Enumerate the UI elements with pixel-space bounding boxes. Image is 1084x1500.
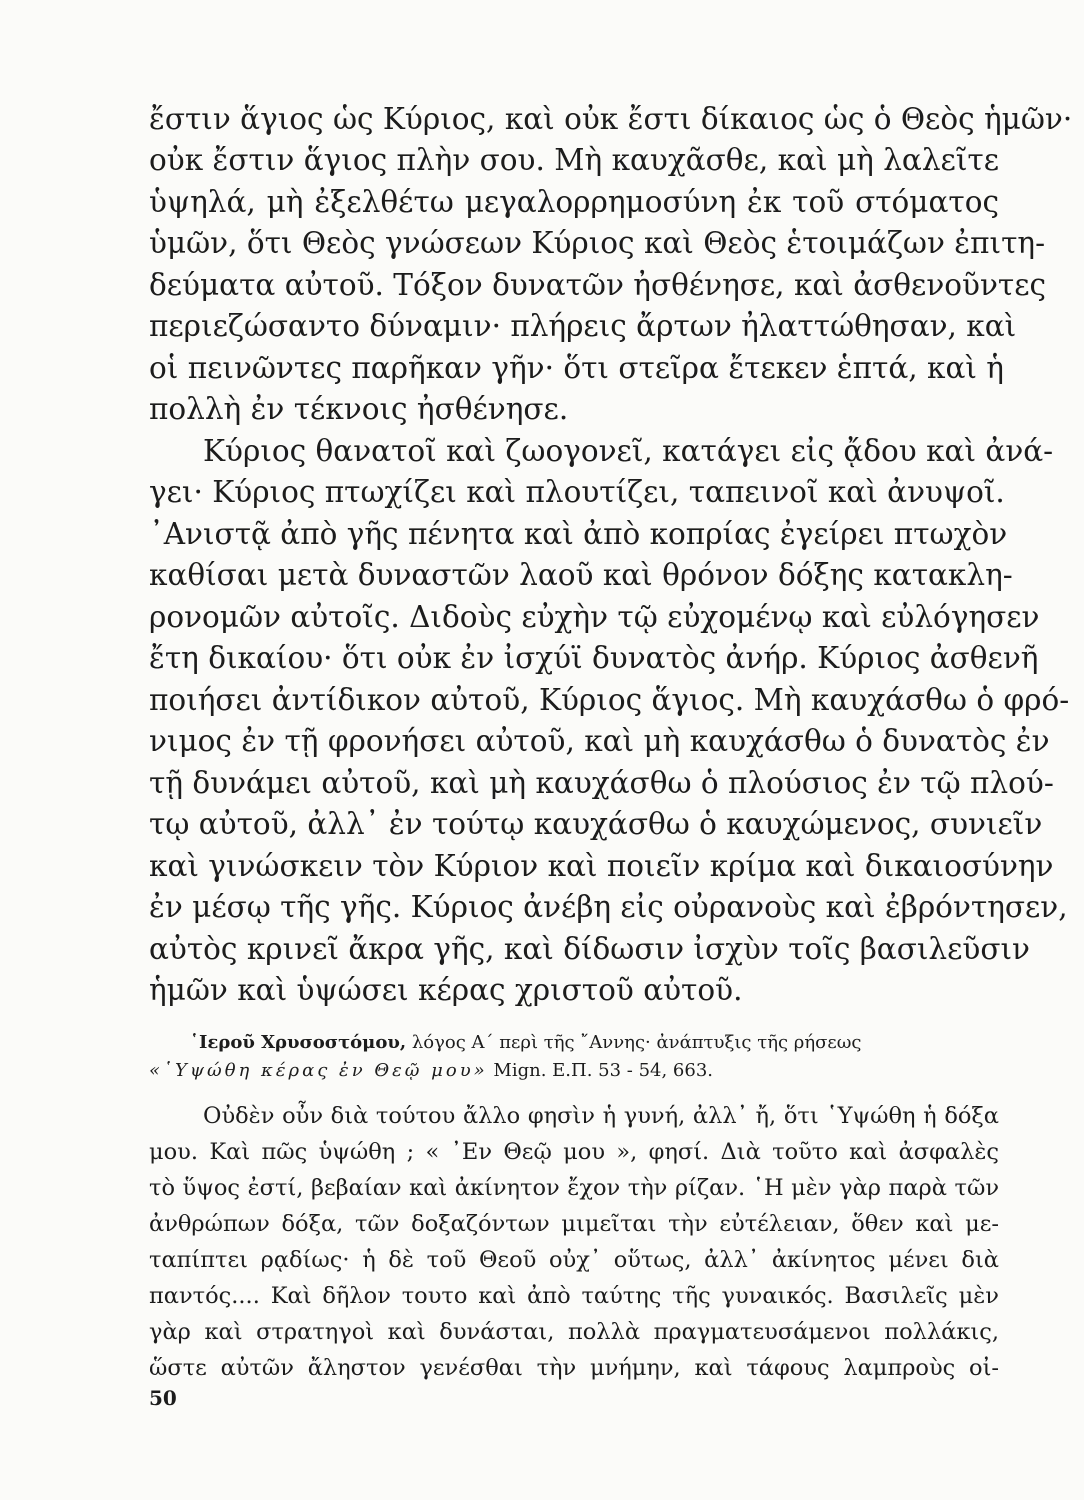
text-line: περιεζώσαντο δύναμιν· πλήρεις ἄρτων ἠλαττώθησαν, καὶ [149, 309, 1017, 343]
text-line: ἔτη δικαίου· ὅτι οὐκ ἐν ἰσχύϊ δυνατὸς ἀνήρ. Κύριος ἀσθενῆ [149, 641, 1039, 675]
reference-quote: «῾Υψώθη κέρας ἐν Θεῷ μου» [149, 1060, 488, 1081]
text-line: Κύριος θανατοῖ καὶ ζωογονεῖ, κατάγει εἰς ᾄδου καὶ ἀνά- [203, 434, 1054, 468]
text-line: παντός.... Καὶ δῆλον τουτο καὶ ἀπὸ ταύτης τῆς γυναικός. Βασιλεῖς μὲν [149, 1283, 999, 1309]
text-line: μου. Καὶ πῶς ὑψώθη ; « ᾿Εν Θεῷ μου », φησί. Διὰ τοῦτο καὶ ἀσφαλὲς [149, 1139, 999, 1165]
text-line: ἔστιν ἅγιος ὡς Κύριος, καὶ οὐκ ἔστι δίκαιος ὡς ὁ Θεὸς ἡμῶν· [149, 102, 1073, 136]
text-line: οἱ πεινῶντες παρῆκαν γῆν· ὅτι στεῖρα ἔτεκεν ἑπτά, καὶ ἡ [149, 351, 1004, 385]
text-line: Οὐδὲν οὖν διὰ τούτου ἄλλο φησὶν ἡ γυνή, ἀλλ᾿ ἤ, ὅτι ῾Υψώθη ἡ δόξα [203, 1103, 999, 1129]
text-line: ἡμῶν καὶ ὑψώσει κέρας χριστοῦ αὐτοῦ. [149, 973, 743, 1007]
text-line: τὸ ὕψος ἐστί, βεβαίαν καὶ ἀκίνητον ἔχον τὴν ρίζαν. ῾Η μὲν γὰρ παρὰ τῶν [149, 1175, 999, 1201]
text-line: καὶ γινώσκειν τὸν Κύριον καὶ ποιεῖν κρίμα καὶ δικαιοσύνην [149, 849, 1054, 883]
reference-line [190, 1034, 918, 1052]
text-line: ὑμῶν, ὅτι Θεὸς γνώσεων Κύριος καὶ Θεὸς ἑτοιμάζων ἐπιτη- [149, 226, 1046, 260]
text-line: πολλὴ ἐν τέκνοις ἠσθένησε. [149, 392, 569, 426]
page-number: 50 [149, 1386, 177, 1410]
text-line: ᾿Ανιστᾷ ἀπὸ γῆς πένητα καὶ ἀπὸ κοπρίας ἐγείρει πτωχὸν [149, 517, 1008, 551]
reference-line [149, 1062, 877, 1080]
text-line: ὥστε αὐτῶν ἄληστον γενέσθαι τὴν μνήμην, καὶ τάφους λαμπροὺς οἰ- [149, 1355, 999, 1381]
text-line: ἐν μέσῳ τῆς γῆς. Κύριος ἀνέβη εἰς οὐρανοὺς καὶ ἐβρόντησεν, [149, 890, 1068, 924]
text-line: ἀνθρώπων δόξα, τῶν δοξαζόντων μιμεῖται τὴν εὐτέλειαν, ὅθεν καὶ με- [149, 1211, 999, 1237]
text-line: ταπίπτει ρᾳδίως· ἡ δὲ τοῦ Θεοῦ οὐχ᾿ οὕτως, ἀλλ᾿ ἀκίνητος μένει διὰ [149, 1247, 999, 1273]
text-line: δεύματα αὐτοῦ. Τόξον δυνατῶν ἠσθένησε, καὶ ἀσθενοῦντες [149, 268, 1047, 302]
text-line: ρονομῶν αὐτοῖς. Διδοὺς εὐχὴν τῷ εὐχομένῳ καὶ εὐλόγησεν [149, 600, 1040, 634]
text-line: νιμος ἐν τῇ φρονήσει αὐτοῦ, καὶ μὴ καυχάσθω ὁ δυνατὸς ἐν [149, 724, 1050, 758]
reference-title: λόγος Α΄ περὶ τῆς ῎Αννης· ἀνάπτυξις τῆς ρήσεως [411, 1032, 862, 1053]
text-line: γει· Κύριος πτωχίζει καὶ πλουτίζει, ταπεινοῖ καὶ ἀνυψοῖ. [149, 475, 1005, 509]
reference-author: ῾Ιεροῦ Χρυσοστόμου, [190, 1032, 407, 1053]
text-line: αὐτὸς κρινεῖ ἄκρα γῆς, καὶ δίδωσιν ἰσχὺν τοῖς βασιλεῦσιν [149, 932, 1030, 966]
text-line: ποιήσει ἀντίδικον αὐτοῦ, Κύριος ἅγιος. Μὴ καυχάσθω ὁ φρό- [149, 683, 1070, 717]
text-line: γὰρ καὶ στρατηγοὶ καὶ δυνάσται, πολλὰ πραγματευσάμενοι πολλάκις, [149, 1319, 999, 1345]
text-line: καθίσαι μετὰ δυναστῶν λαοῦ καὶ θρόνον δόξης κατακλη- [149, 558, 1013, 592]
text-line: τῇ δυνάμει αὐτοῦ, καὶ μὴ καυχάσθω ὁ πλούσιος ἐν τῷ πλού- [149, 766, 1054, 800]
text-line: ὑψηλά, μὴ ἐξελθέτω μεγαλορρημοσύνη ἐκ τοῦ στόματος [149, 185, 999, 219]
text-line: οὐκ ἔστιν ἅγιος πλὴν σου. Μὴ καυχᾶσθε, καὶ μὴ λαλεῖτε [149, 143, 999, 177]
reference-citation: Mign. Ε.Π. 53 - 54, 663. [493, 1060, 714, 1081]
text-line: τῳ αὐτοῦ, ἀλλ᾿ ἐν τούτῳ καυχάσθω ὁ καυχώμενος, συνιεῖν [149, 807, 1043, 841]
